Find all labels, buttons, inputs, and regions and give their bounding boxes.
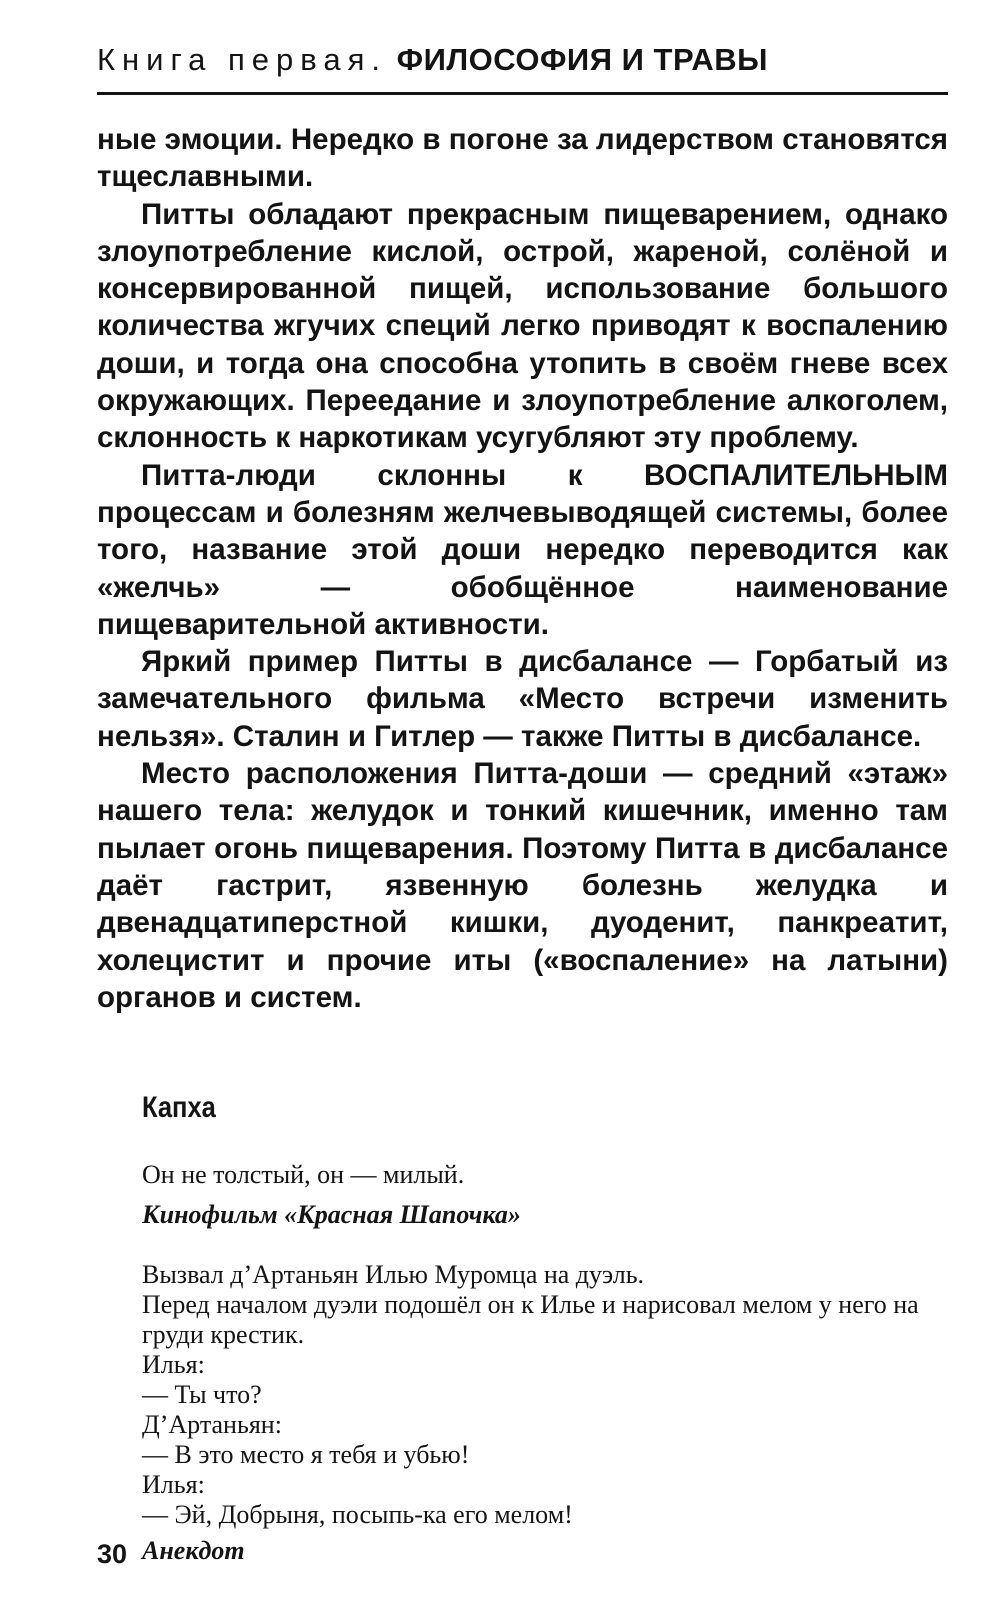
paragraph-location: Место расположения Питта-доши — средний «этаж» нашего тела: желудок и тонкий кишечник, именно там пылает огонь пищеварения. Поэтому Питта в дисбалансе даёт гастрит, язвенную болезнь желудка и двенадцатиперстной кишки, дуоденит, панкреатит, холецистит и прочие иты («воспаление» на латыни) органов и систем.	[97, 757, 948, 1014]
anecdote-line: Илья:	[142, 1350, 205, 1380]
header-section-title: ФИЛОСОФИЯ И ТРАВЫ	[396, 42, 769, 77]
header-rule	[97, 92, 948, 95]
epigraph-source: Кинофильм «Красная Шапочка»	[142, 1200, 521, 1230]
anecdote-source: Анекдот	[142, 1536, 245, 1566]
running-header	[97, 38, 948, 82]
main-text	[97, 121, 948, 1016]
epigraph-quote: Он не толстый, он — милый.	[142, 1160, 465, 1190]
header-book-title: Книга первая.	[97, 42, 388, 77]
anecdote-line: Вызвал д’Артаньян Илью Муромца на дуэль.	[142, 1260, 645, 1290]
anecdote-line: Илья:	[142, 1470, 205, 1500]
paragraph-examples: Яркий пример Питты в дисбалансе — Горбатый из замечательного фильма «Место встречи изменить нельзя». Сталин и Гитлер — также Питты в дисбалансе.	[97, 645, 948, 753]
section-heading-kapha: Капха	[142, 1091, 216, 1125]
anecdote	[142, 1260, 948, 1566]
anecdote-line: — В это место я тебя и убью!	[142, 1440, 470, 1470]
paragraph-inflammation: Питта-люди склонны к ВОСПАЛИТЕЛЬНЫМ процессам и болезням желчевыводящей системы, более того, название этой доши нередко переводится как «желчь» — обобщённое наименование пищеварительной активности.	[97, 458, 948, 641]
paragraph-continued: ные эмоции. Нередко в погоне за лидерством становятся тщеславными.	[97, 123, 948, 194]
anecdote-line: — Эй, Добрыня, посыпь-ка его мелом!	[142, 1500, 573, 1530]
epigraph	[142, 1158, 948, 1232]
anecdote-line: — Ты что?	[142, 1380, 262, 1410]
page-number: 30	[97, 1539, 128, 1569]
anecdote-line: Д’Артаньян:	[142, 1410, 282, 1440]
anecdote-line: Перед началом дуэли подошёл он к Илье и нарисовал мелом у него на груди крестик.	[142, 1290, 919, 1350]
paragraph-digestion: Питты обладают прекрасным пищеварением, однако злоупотребление кислой, острой, жареной, солёной и консервированной пищей, использование большого количества жгучих специй легко приводят к воспалению доши, и тогда она способна утопить в своём гневе всех окружающих. Переедание и злоупотребление алкоголем, склонность к наркотикам усугубляют эту проблему.	[97, 197, 948, 455]
